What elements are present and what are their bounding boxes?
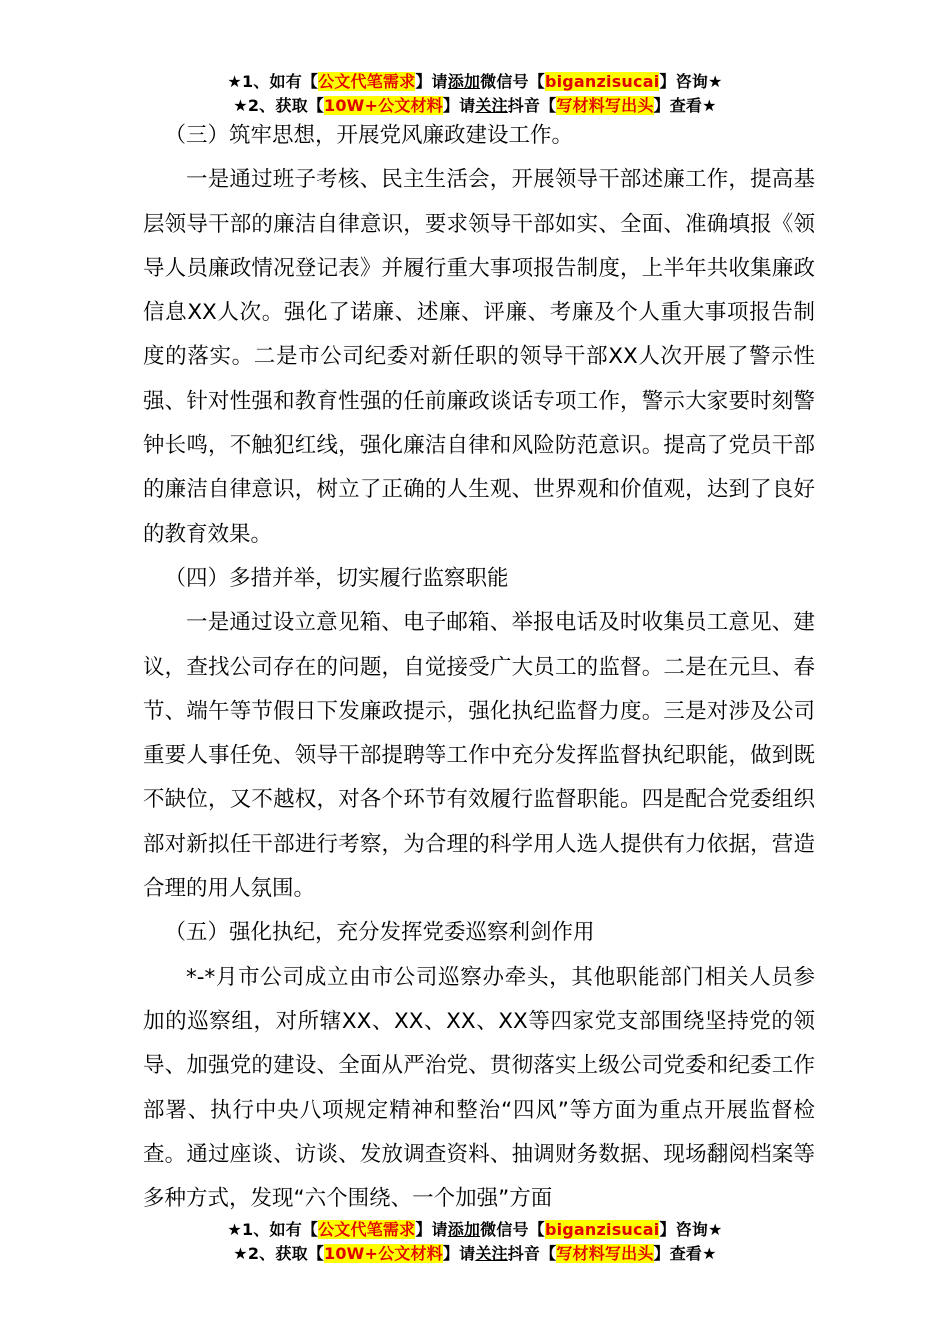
promo-line-1 — [0, 1218, 950, 1242]
section-heading: （四）多措并举，切实履行监察职能 — [164, 565, 509, 591]
promo-underline: 添加 — [447, 1220, 481, 1239]
promo-line-1 — [0, 70, 950, 94]
promo-highlight: 写材料写出头 — [556, 96, 654, 115]
promo-banner-bottom — [0, 1218, 950, 1266]
promo-text: 抖音【 — [507, 1244, 557, 1263]
promo-text: 微信号【 — [480, 1220, 545, 1239]
section-heading: （五）强化执纪，充分发挥党委巡察利剑作用 — [164, 920, 595, 946]
promo-text: 】请 — [442, 96, 476, 115]
promo-underline: 添加 — [447, 72, 481, 91]
promo-text: ★2、获取【 — [233, 96, 324, 115]
body-paragraph: 一是通过设立意见箱、电子邮箱、举报电话及时收集员工意见、建议，查找公司存在的问题，自觉接受广大员工的监督。二是在元旦、春节、端午等节假日下发廉政提示，强化执纪监督力度。三是对涉及公司重要人事任免、领导干部提聘等工作中充分发挥监督执纪职能，做到既不缺位，又不越权，对各个环节有效履行监督职能。四是配合党委组织部对新拟任干部进行考察，为合理的科学用人选人提供有力依据，营造合理的用人氛围。 — [143, 610, 815, 902]
promo-highlight: 写材料写出头 — [556, 1244, 654, 1263]
promo-text: 】请 — [415, 72, 448, 91]
promo-line-2 — [0, 1242, 950, 1266]
promo-underline: 关注 — [475, 1244, 508, 1263]
promo-text: 抖音【 — [507, 96, 557, 115]
promo-highlight: 公文代笔需求 — [318, 1220, 416, 1239]
promo-text: ★1、如有【 — [227, 1220, 319, 1239]
promo-text: 微信号【 — [480, 72, 545, 91]
promo-highlight: biganzisucai — [544, 1220, 660, 1239]
body-paragraph: *-*月市公司成立由市公司巡察办牵头，其他职能部门相关人员参加的巡察组，对所辖XX、XX、XX、XX等四家党支部围绕坚持党的领导、加强党的建设、全面从严治党、贯彻落实上级公司党委和纪委工作部署、执行中央八项规定精神和整治“四风”等方面为重点开展监督检查。通过座谈、访谈、发放调查资料、抽调财务数据、现场翻阅档案等多种方式，发现“六个围绕、一个加强”方面 — [143, 964, 815, 1212]
promo-highlight: 公文代笔需求 — [318, 72, 416, 91]
promo-highlight: 10W+公文材料 — [323, 1244, 443, 1263]
promo-text: 】请 — [442, 1244, 476, 1263]
section-heading: （三）筑牢思想，开展党风廉政建设工作。 — [164, 123, 574, 148]
promo-text: 】咨询★ — [659, 1220, 723, 1239]
promo-text: 】查看★ — [653, 96, 717, 115]
promo-text: 】查看★ — [653, 1244, 717, 1263]
promo-highlight: 10W+公文材料 — [323, 96, 443, 115]
promo-text: 】咨询★ — [659, 72, 723, 91]
promo-text: 】请 — [415, 1220, 448, 1239]
promo-text: ★1、如有【 — [227, 72, 319, 91]
promo-highlight: biganzisucai — [544, 72, 660, 91]
promo-text: ★2、获取【 — [233, 1244, 324, 1263]
body-paragraph: 一是通过班子考核、民主生活会，开展领导干部述廉工作，提高基层领导干部的廉洁自律意识，要求领导干部如实、全面、准确填报《领导人员廉政情况登记表》并履行重大事项报告制度，上半年共收集廉政信息XX人次。强化了诺廉、述廉、评廉、考廉及个人重大事项报告制度的落实。二是市公司纪委对新任职的领导干部XX人次开展了警示性强、针对性强和教育性强的任前廉政谈话专项工作，警示大家要时刻警钟长鸣，不触犯红线，强化廉洁自律和风险防范意识。提高了党员干部的廉洁自律意识，树立了正确的人生观、世界观和价值观，达到了良好的教育效果。 — [143, 167, 815, 547]
promo-banner-top — [0, 70, 950, 118]
promo-underline: 关注 — [475, 96, 508, 115]
document-body — [143, 114, 815, 1221]
